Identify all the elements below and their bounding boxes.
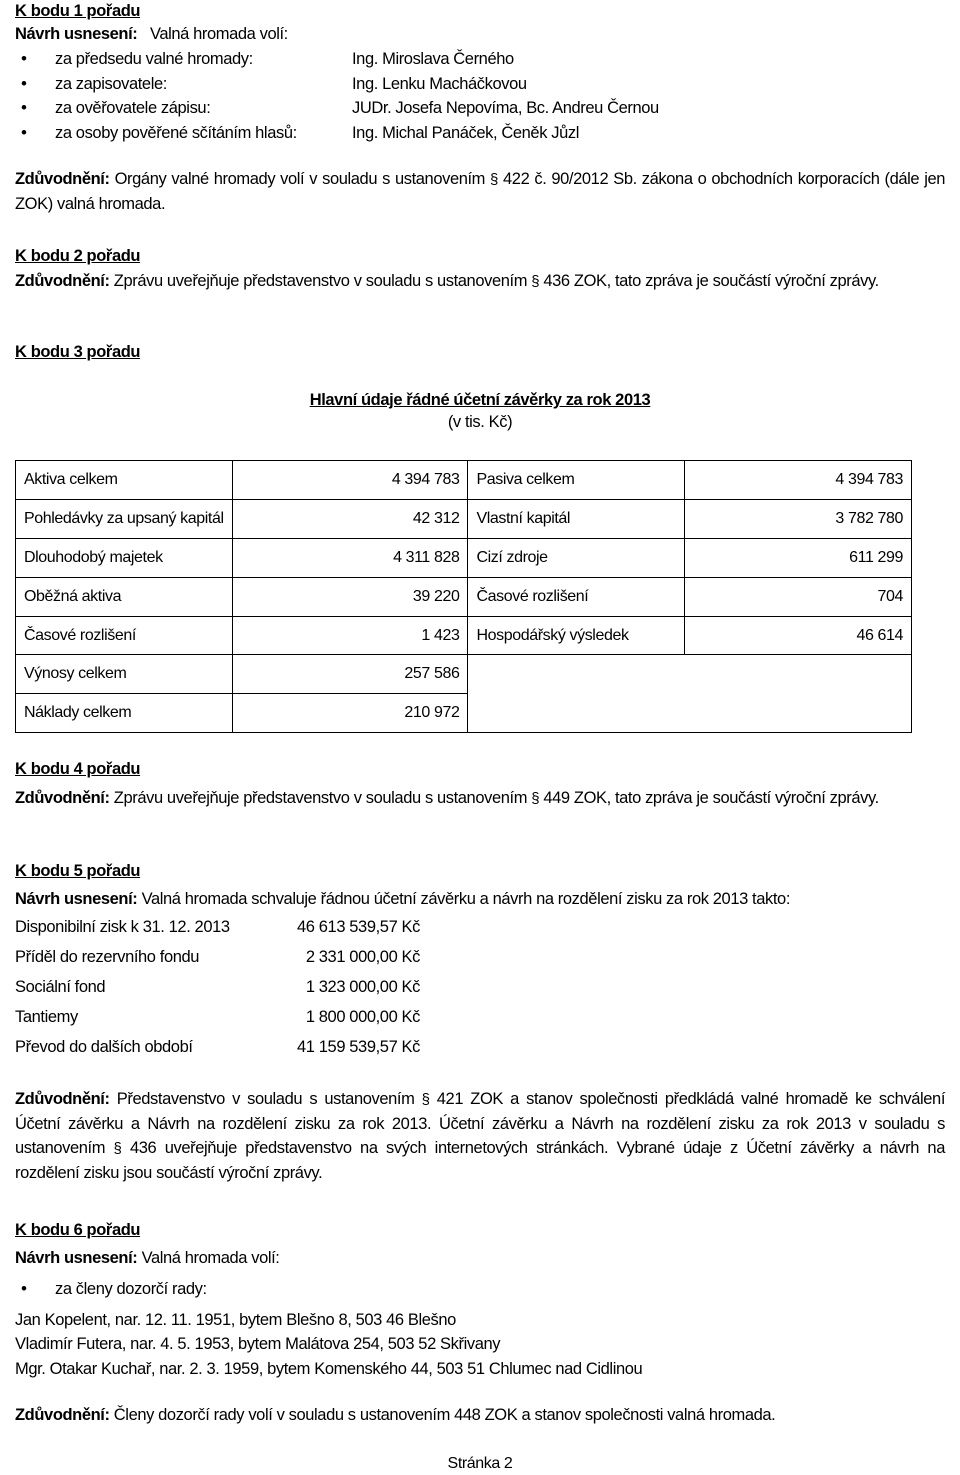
table-row: Pohledávky za upsaný kapitál 42 312 Vlastní kapitál 3 782 780 [16, 499, 912, 538]
list-item: • za předsedu valné hromady: Ing. Miroslava Černého [15, 47, 945, 72]
list-item: • za ověřovatele zápisu: JUDr. Josefa Nepovíma, Bc. Andreu Černou [15, 96, 945, 121]
list-item: Jan Kopelent, nar. 12. 11. 1951, bytem Blešno 8, 503 46 Blešno [15, 1310, 456, 1329]
table-row: Oběžná aktiva 39 220 Časové rozlišení 704 [16, 577, 912, 616]
profit-distribution [15, 912, 945, 1062]
section-6-proposal: Návrh usnesení: Valná hromada volí: [15, 1249, 280, 1267]
table-row: Časové rozlišení 1 423 Hospodářský výsledek 46 614 [16, 616, 912, 655]
table-title: Hlavní údaje řádné účetní závěrky za rok 2013 [309, 391, 651, 409]
section-5 [15, 860, 945, 1185]
list-item: Tantiemy 1 800 000,00 Kč [15, 1008, 420, 1026]
list-item: Sociální fond 1 323 000,00 Kč [15, 978, 420, 996]
list-item: Vladimír Futera, nar. 4. 5. 1953, bytem Malátova 254, 503 52 Skřivany [15, 1335, 501, 1353]
section-2-heading: K bodu 2 pořadu [15, 247, 141, 265]
section-6 [15, 1219, 945, 1427]
list-item: • za zapisovatele: Ing. Lenku Macháčkovou [15, 72, 945, 97]
section-1-proposal [15, 22, 945, 46]
list-item: Disponibilní zisk k 31. 12. 2013 46 613 539,57 Kč [15, 918, 420, 936]
section-2 [15, 245, 945, 294]
section-1-justification: Zdůvodnění: Orgány valné hromady volí v souladu s ustanovením § 422 č. 90/2012 Sb. zákona o obchodních korporacích (dále jen ZOK) valná hromada. [15, 170, 946, 213]
list-item: • za osoby pověřené sčítáním hlasů: Ing. Michal Panáček, Čeněk Jůzl [15, 121, 945, 146]
empty-cell [468, 655, 912, 733]
section-4 [15, 758, 945, 811]
table-row: Dlouhodobý majetek 4 311 828 Cizí zdroje 611 299 [16, 538, 912, 577]
section-1 [15, 0, 945, 216]
section-1-heading: K bodu 1 pořadu [15, 2, 141, 20]
section-3 [15, 341, 945, 363]
section-6-heading: K bodu 6 pořadu [15, 1221, 141, 1239]
page-number: Stránka 2 [447, 1455, 513, 1472]
table-caption [15, 389, 945, 433]
section-3-heading: K bodu 3 pořadu [15, 343, 141, 361]
section-2-justification: Zdůvodnění: Zprávu uveřejňuje představenstvo v souladu s ustanovením § 436 ZOK, tato zpráva je součástí výroční zprávy. [15, 272, 879, 290]
section-5-proposal: Návrh usnesení: Valná hromada schvaluje řádnou účetní závěrku a návrh na rozdělení zisku za rok 2013 takto: [15, 890, 791, 908]
supervisory-board-members [15, 1308, 945, 1382]
section-5-justification: Zdůvodnění: Představenstvo v souladu s ustanovením § 421 ZOK a stanov společnosti předkládá valné hromadě ke schválení Účetní závěrku a Návrh na rozdělení zisku za rok 2013. Účetní závěrku a Návrh na rozdělení zisku za rok 2013 v souladu s ustanovením § 436 uveřejňuje představenstvo na svých internetových stránkách. Vybrané údaje z Účetní závěrky a návrh na rozdělení zisku jsou součástí výroční zprávy. [15, 1090, 945, 1182]
list-item: • za členy dozorčí rady: [15, 1277, 945, 1302]
list-item: Příděl do rezervního fondu 2 331 000,00 Kč [15, 948, 420, 966]
table-row: Náklady celkem 210 972 [16, 694, 912, 733]
section-4-justification: Zdůvodnění: Zprávu uveřejňuje představenstvo v souladu s ustanovením § 449 ZOK, tato zpráva je součástí výroční zprávy. [15, 789, 879, 807]
section-6-justification: Zdůvodnění: Členy dozorčí rady volí v souladu s ustanovením 448 ZOK a stanov společnosti valná hromada. [15, 1406, 776, 1424]
section-5-heading: K bodu 5 pořadu [15, 862, 141, 880]
table-row: Aktiva celkem 4 394 783 Pasiva celkem 4 394 783 [16, 461, 912, 500]
list-item: Převod do dalších období 41 159 539,57 Kč [15, 1038, 420, 1056]
proposal-text: Valná hromada volí: [149, 25, 288, 43]
table-row: Výnosy celkem 257 586 [16, 655, 912, 694]
financial-table [15, 460, 912, 733]
proposal-label: Návrh usnesení: [15, 25, 138, 43]
section-4-heading: K bodu 4 pořadu [15, 760, 141, 778]
list-item: Mgr. Otakar Kuchař, nar. 2. 3. 1959, bytem Komenského 44, 503 51 Chlumec nad Cidlinou [15, 1359, 643, 1378]
table-unit: (v tis. Kč) [447, 413, 513, 431]
